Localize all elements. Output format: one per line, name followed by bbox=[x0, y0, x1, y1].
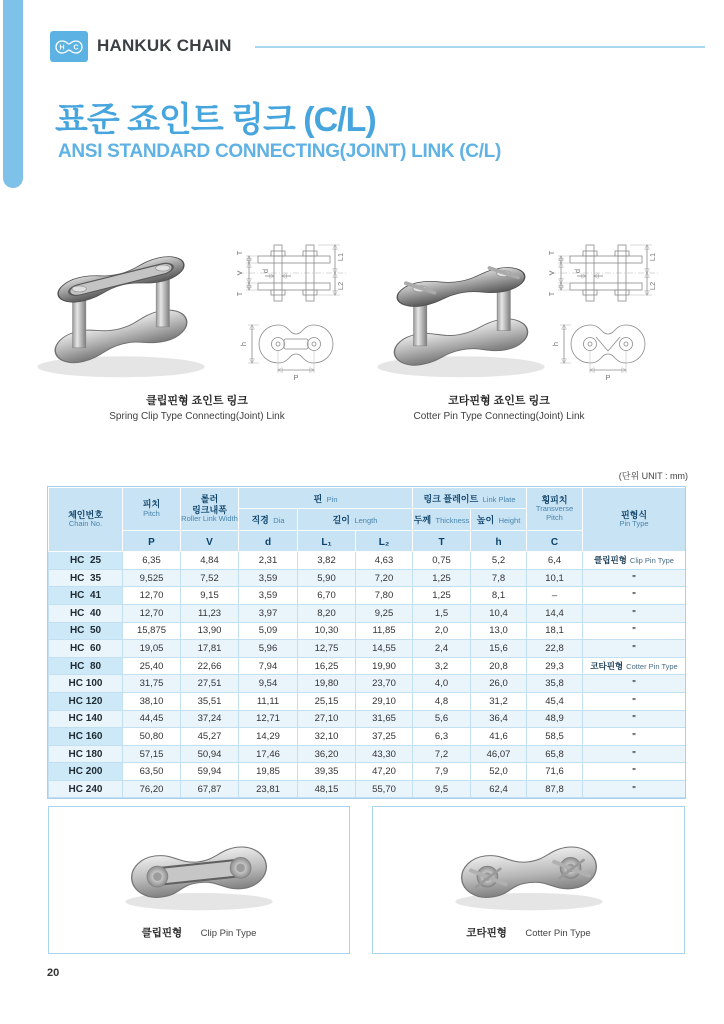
clip-link-caption-english: Spring Clip Type Connecting(Joint) Link bbox=[109, 411, 285, 422]
pin-type-cell: 코타핀형 Cotter Pin Type bbox=[583, 657, 686, 675]
spec-table-body bbox=[49, 552, 686, 798]
symbol-d: d bbox=[239, 530, 298, 551]
pin-type-cell: " bbox=[583, 728, 686, 746]
chain-no-cell: HC 160 bbox=[49, 728, 123, 746]
value-cell-d: 7,94 bbox=[239, 657, 298, 675]
value-cell-h: 5,2 bbox=[471, 552, 527, 570]
symbol-t: T bbox=[413, 530, 471, 551]
value-cell-l1: 36,20 bbox=[298, 745, 356, 763]
cotter-pin-type-caption-korean: 코타핀형 bbox=[466, 927, 507, 939]
value-cell-v: 27,51 bbox=[181, 675, 239, 693]
svg-text:d: d bbox=[573, 268, 582, 274]
cotter-pin-type-photo bbox=[424, 815, 634, 919]
value-cell-l2: 47,20 bbox=[356, 763, 413, 781]
value-cell-p: 19,05 bbox=[123, 640, 181, 658]
value-cell-l1: 48,15 bbox=[298, 780, 356, 798]
pin-type-cell: " bbox=[583, 763, 686, 781]
table-row bbox=[49, 587, 686, 605]
pin-type-cell: " bbox=[583, 622, 686, 640]
value-cell-c: 10,1 bbox=[527, 569, 583, 587]
col-header-height: 높이 Height bbox=[471, 509, 527, 530]
chain-no-cell: HC 100 bbox=[49, 675, 123, 693]
table-row bbox=[49, 692, 686, 710]
table-row bbox=[49, 675, 686, 693]
value-cell-t: 0,75 bbox=[413, 552, 471, 570]
value-cell-l2: 14,55 bbox=[356, 640, 413, 658]
cotter-link-caption-english: Cotter Pin Type Connecting(Joint) Link bbox=[413, 411, 585, 422]
value-cell-h: 46,07 bbox=[471, 745, 527, 763]
value-cell-t: 1,25 bbox=[413, 587, 471, 605]
chain-no-cell: HC 35 bbox=[49, 569, 123, 587]
value-cell-h: 26,0 bbox=[471, 675, 527, 693]
pin-type-cell: " bbox=[583, 640, 686, 658]
value-cell-p: 38,10 bbox=[123, 692, 181, 710]
table-row bbox=[49, 763, 686, 781]
value-cell-t: 3,2 bbox=[413, 657, 471, 675]
value-cell-c: 87,8 bbox=[527, 780, 583, 798]
value-cell-t: 4,8 bbox=[413, 692, 471, 710]
value-cell-d: 12,71 bbox=[239, 710, 298, 728]
value-cell-l2: 11,85 bbox=[356, 622, 413, 640]
table-row bbox=[49, 710, 686, 728]
value-cell-l2: 4,63 bbox=[356, 552, 413, 570]
value-cell-d: 5,96 bbox=[239, 640, 298, 658]
svg-text:L2: L2 bbox=[648, 281, 657, 291]
cotter-pin-link-photo bbox=[366, 230, 556, 382]
cotter-pin-type-box bbox=[372, 806, 685, 954]
chain-no-cell: HC 120 bbox=[49, 692, 123, 710]
clip-link-caption bbox=[58, 392, 336, 422]
value-cell-l2: 29,10 bbox=[356, 692, 413, 710]
table-row bbox=[49, 622, 686, 640]
clip-pin-type-caption-english: Clip Pin Type bbox=[200, 928, 257, 939]
value-cell-l1: 5,90 bbox=[298, 569, 356, 587]
col-header-thickness: 두께 Thickness bbox=[413, 509, 471, 530]
value-cell-l1: 19,80 bbox=[298, 675, 356, 693]
col-header-dia: 직경 Dia bbox=[239, 509, 298, 530]
svg-text:P: P bbox=[605, 373, 611, 382]
pin-type-cell: " bbox=[583, 692, 686, 710]
pin-type-cell: " bbox=[583, 710, 686, 728]
page-number: 20 bbox=[47, 967, 60, 979]
value-cell-v: 22,66 bbox=[181, 657, 239, 675]
symbol-l1: L₁ bbox=[298, 530, 356, 551]
pin-type-cell: " bbox=[583, 604, 686, 622]
spec-table-wrap bbox=[48, 487, 685, 798]
value-cell-l2: 43,30 bbox=[356, 745, 413, 763]
svg-text:d: d bbox=[261, 268, 270, 274]
col-header-chain-no: 체인번호 Chain No. bbox=[49, 488, 123, 552]
clip-pin-type-caption bbox=[49, 923, 349, 941]
chain-no-cell: HC 50 bbox=[49, 622, 123, 640]
value-cell-h: 36,4 bbox=[471, 710, 527, 728]
svg-text:T: T bbox=[547, 291, 556, 297]
chain-no-cell: HC 140 bbox=[49, 710, 123, 728]
symbol-p: P bbox=[123, 530, 181, 551]
value-cell-d: 3,59 bbox=[239, 569, 298, 587]
value-cell-l1: 16,25 bbox=[298, 657, 356, 675]
value-cell-t: 4,0 bbox=[413, 675, 471, 693]
value-cell-v: 35,51 bbox=[181, 692, 239, 710]
value-cell-d: 3,97 bbox=[239, 604, 298, 622]
value-cell-v: 67,87 bbox=[181, 780, 239, 798]
value-cell-c: 14,4 bbox=[527, 604, 583, 622]
value-cell-p: 6,35 bbox=[123, 552, 181, 570]
value-cell-h: 62,4 bbox=[471, 780, 527, 798]
chain-no-cell: HC 180 bbox=[49, 745, 123, 763]
value-cell-d: 9,54 bbox=[239, 675, 298, 693]
brand-logo bbox=[50, 31, 88, 62]
value-cell-c: 35,8 bbox=[527, 675, 583, 693]
left-accent-bar bbox=[3, 0, 23, 188]
value-cell-l2: 7,20 bbox=[356, 569, 413, 587]
table-row bbox=[49, 780, 686, 798]
svg-text:h: h bbox=[239, 341, 248, 347]
value-cell-h: 13,0 bbox=[471, 622, 527, 640]
value-cell-h: 20,8 bbox=[471, 657, 527, 675]
value-cell-h: 15,6 bbox=[471, 640, 527, 658]
value-cell-p: 57,15 bbox=[123, 745, 181, 763]
svg-text:V: V bbox=[235, 270, 244, 276]
value-cell-v: 11,23 bbox=[181, 604, 239, 622]
value-cell-d: 5,09 bbox=[239, 622, 298, 640]
clip-pin-type-box bbox=[48, 806, 350, 954]
value-cell-t: 2,4 bbox=[413, 640, 471, 658]
pin-type-cell: " bbox=[583, 587, 686, 605]
clip-pin-type-caption-korean: 클립핀형 bbox=[141, 927, 183, 939]
col-header-pin-type: 핀형식 Pin Type bbox=[583, 488, 686, 552]
col-header-roller-link-width: 롤러 링크내폭 Roller Link Width bbox=[181, 488, 239, 531]
value-cell-l1: 8,20 bbox=[298, 604, 356, 622]
cotter-link-caption bbox=[358, 392, 640, 422]
svg-text:P: P bbox=[293, 373, 299, 382]
value-cell-p: 12,70 bbox=[123, 604, 181, 622]
value-cell-c: 29,3 bbox=[527, 657, 583, 675]
svg-text:L2: L2 bbox=[336, 281, 345, 291]
chain-no-cell: HC 25 bbox=[49, 552, 123, 570]
value-cell-c: 71,6 bbox=[527, 763, 583, 781]
value-cell-p: 44,45 bbox=[123, 710, 181, 728]
cotter-pin-type-caption-english: Cotter Pin Type bbox=[525, 928, 591, 939]
value-cell-h: 8,1 bbox=[471, 587, 527, 605]
symbol-c: C bbox=[527, 530, 583, 551]
value-cell-t: 2,0 bbox=[413, 622, 471, 640]
value-cell-l2: 55,70 bbox=[356, 780, 413, 798]
chain-no-cell: HC 60 bbox=[49, 640, 123, 658]
pin-type-cell: " bbox=[583, 780, 686, 798]
value-cell-p: 76,20 bbox=[123, 780, 181, 798]
value-cell-d: 14,29 bbox=[239, 728, 298, 746]
value-cell-l2: 23,70 bbox=[356, 675, 413, 693]
value-cell-c: 6,4 bbox=[527, 552, 583, 570]
table-row bbox=[49, 640, 686, 658]
value-cell-l1: 3,82 bbox=[298, 552, 356, 570]
value-cell-l1: 27,10 bbox=[298, 710, 356, 728]
value-cell-c: – bbox=[527, 587, 583, 605]
brand-name: HANKUK CHAIN bbox=[97, 36, 232, 55]
value-cell-c: 45,4 bbox=[527, 692, 583, 710]
group-header-pin: 핀 Pin bbox=[239, 488, 413, 509]
pin-type-cell: " bbox=[583, 675, 686, 693]
svg-text:L1: L1 bbox=[336, 252, 345, 262]
value-cell-l1: 32,10 bbox=[298, 728, 356, 746]
value-cell-d: 23,81 bbox=[239, 780, 298, 798]
chain-no-cell: HC 41 bbox=[49, 587, 123, 605]
spring-clip-link-photo bbox=[26, 230, 216, 382]
value-cell-t: 1,5 bbox=[413, 604, 471, 622]
table-row bbox=[49, 552, 686, 570]
table-row bbox=[49, 604, 686, 622]
value-cell-d: 11,11 bbox=[239, 692, 298, 710]
value-cell-v: 4,84 bbox=[181, 552, 239, 570]
value-cell-l1: 39,35 bbox=[298, 763, 356, 781]
value-cell-t: 7,9 bbox=[413, 763, 471, 781]
value-cell-l2: 7,80 bbox=[356, 587, 413, 605]
table-row bbox=[49, 657, 686, 675]
value-cell-c: 58,5 bbox=[527, 728, 583, 746]
table-row bbox=[49, 745, 686, 763]
value-cell-h: 7,8 bbox=[471, 569, 527, 587]
unit-note: (단위 UNIT : mm) bbox=[618, 471, 688, 481]
value-cell-v: 9,15 bbox=[181, 587, 239, 605]
chain-no-cell: HC 200 bbox=[49, 763, 123, 781]
value-cell-v: 13,90 bbox=[181, 622, 239, 640]
chain-no-cell: HC 240 bbox=[49, 780, 123, 798]
table-row bbox=[49, 569, 686, 587]
value-cell-p: 63,50 bbox=[123, 763, 181, 781]
value-cell-l1: 25,15 bbox=[298, 692, 356, 710]
value-cell-d: 19,85 bbox=[239, 763, 298, 781]
group-header-link-plate: 링크 플레이트 Link Plate bbox=[413, 488, 527, 509]
value-cell-p: 15,875 bbox=[123, 622, 181, 640]
page-title-korean: 표준 죠인트 링크 (C/L) bbox=[55, 101, 376, 139]
value-cell-p: 25,40 bbox=[123, 657, 181, 675]
symbol-l2: L₂ bbox=[356, 530, 413, 551]
cotter-pin-link-drawing bbox=[534, 224, 674, 382]
value-cell-l1: 10,30 bbox=[298, 622, 356, 640]
spring-clip-link-drawing bbox=[222, 224, 362, 382]
chain-link-logo-icon bbox=[53, 38, 85, 56]
symbol-h: h bbox=[471, 530, 527, 551]
value-cell-v: 59,94 bbox=[181, 763, 239, 781]
value-cell-p: 12,70 bbox=[123, 587, 181, 605]
col-header-transverse-pitch: 횡피치 Transverse Pitch bbox=[527, 488, 583, 531]
value-cell-h: 52,0 bbox=[471, 763, 527, 781]
value-cell-p: 9,525 bbox=[123, 569, 181, 587]
value-cell-l2: 37,25 bbox=[356, 728, 413, 746]
value-cell-t: 5,6 bbox=[413, 710, 471, 728]
value-cell-d: 2,31 bbox=[239, 552, 298, 570]
clip-pin-type-photo bbox=[94, 815, 304, 919]
header-divider bbox=[255, 46, 705, 48]
spec-table bbox=[48, 487, 686, 798]
value-cell-c: 65,8 bbox=[527, 745, 583, 763]
cotter-pin-type-caption bbox=[373, 923, 684, 941]
value-cell-v: 37,24 bbox=[181, 710, 239, 728]
value-cell-d: 17,46 bbox=[239, 745, 298, 763]
svg-text:h: h bbox=[551, 341, 560, 347]
value-cell-p: 31,75 bbox=[123, 675, 181, 693]
svg-text:T: T bbox=[235, 250, 244, 256]
pin-type-cell: " bbox=[583, 569, 686, 587]
value-cell-v: 17,81 bbox=[181, 640, 239, 658]
col-header-length: 길이 Length bbox=[298, 509, 413, 530]
value-cell-c: 18,1 bbox=[527, 622, 583, 640]
pin-type-cell: " bbox=[583, 745, 686, 763]
value-cell-l1: 12,75 bbox=[298, 640, 356, 658]
value-cell-c: 22,8 bbox=[527, 640, 583, 658]
value-cell-v: 7,52 bbox=[181, 569, 239, 587]
page-title-english: ANSI STANDARD CONNECTING(JOINT) LINK (C/L) bbox=[58, 141, 502, 162]
value-cell-l2: 19,90 bbox=[356, 657, 413, 675]
value-cell-d: 3,59 bbox=[239, 587, 298, 605]
value-cell-t: 6,3 bbox=[413, 728, 471, 746]
value-cell-t: 1,25 bbox=[413, 569, 471, 587]
svg-text:L1: L1 bbox=[648, 252, 657, 262]
svg-text:T: T bbox=[235, 291, 244, 297]
svg-text:V: V bbox=[547, 270, 556, 276]
value-cell-h: 41,6 bbox=[471, 728, 527, 746]
value-cell-l2: 9,25 bbox=[356, 604, 413, 622]
value-cell-p: 50,80 bbox=[123, 728, 181, 746]
value-cell-l2: 31,65 bbox=[356, 710, 413, 728]
cotter-link-caption-korean: 코타핀형 죠인트 링크 bbox=[448, 395, 550, 407]
value-cell-t: 9,5 bbox=[413, 780, 471, 798]
svg-text:T: T bbox=[547, 250, 556, 256]
value-cell-t: 7,2 bbox=[413, 745, 471, 763]
chain-no-cell: HC 80 bbox=[49, 657, 123, 675]
table-row bbox=[49, 728, 686, 746]
symbol-v: V bbox=[181, 530, 239, 551]
value-cell-h: 31,2 bbox=[471, 692, 527, 710]
value-cell-h: 10,4 bbox=[471, 604, 527, 622]
col-header-pitch: 피치 Pitch bbox=[123, 488, 181, 531]
logo-letter-c: C bbox=[73, 44, 79, 51]
value-cell-v: 50,94 bbox=[181, 745, 239, 763]
logo-letter-h: H bbox=[59, 44, 65, 51]
value-cell-v: 45,27 bbox=[181, 728, 239, 746]
value-cell-c: 48,9 bbox=[527, 710, 583, 728]
spec-table-header bbox=[49, 488, 686, 552]
value-cell-l1: 6,70 bbox=[298, 587, 356, 605]
chain-no-cell: HC 40 bbox=[49, 604, 123, 622]
pin-type-cell: 클립핀형 Clip Pin Type bbox=[583, 552, 686, 570]
clip-link-caption-korean: 클립핀형 죠인트 링크 bbox=[146, 395, 248, 407]
